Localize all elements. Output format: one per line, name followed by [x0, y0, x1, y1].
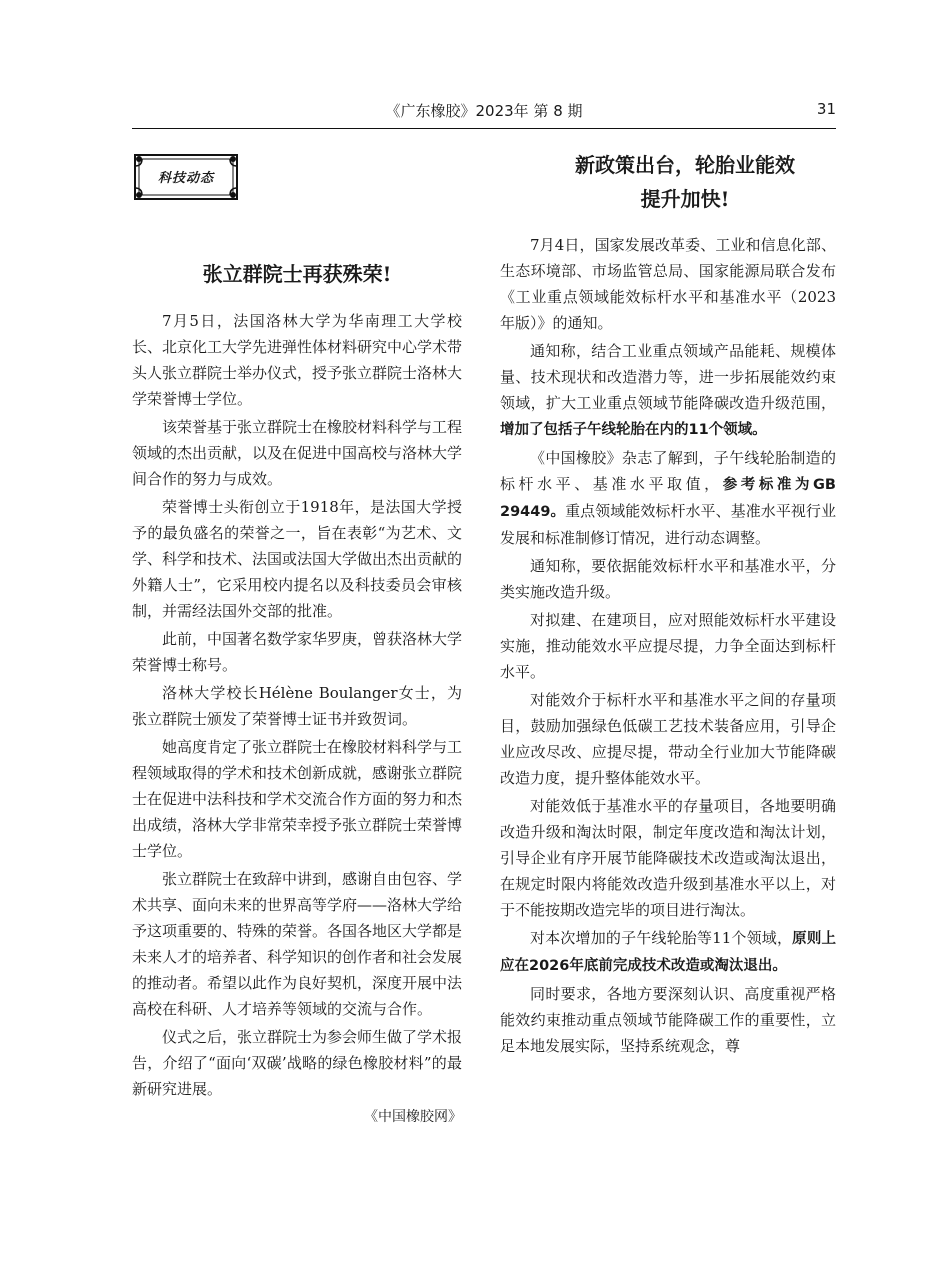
page-number: 31 — [816, 100, 836, 118]
article1-paragraph: 荣誉博士头衔创立于1918年，是法国大学授予的最负盛名的荣誉之一，旨在表彰“为艺术、文学、科学和技术、法国或法国大学做出杰出贡献的外籍人士”，它采用校内提名以及科技委员会审核制，并需经法国外交部的批准。 — [132, 498, 463, 620]
article2-paragraph — [500, 338, 836, 443]
article2-paragraph: 同时要求，各地方要深刻认识、高度重视严格能效约束推动重点领域节能降碳工作的重要性，立足本地发展实际，坚持系统观念，尊 — [500, 985, 836, 1055]
article2-highlight: 增加了包括子午线轮胎在内的11个领域。 — [500, 422, 767, 438]
article2-highlight: 参考标准为GB 29449。 — [500, 477, 836, 520]
article1-source: 《中国橡胶网》 — [364, 1109, 462, 1125]
article2-text: 通知称，结合工业重点领域产品能耗、规模体量、技术现状和改造潜力等，进一步拓展能效约束领域，扩大工业重点领域节能降碳改造升级范围， — [500, 342, 836, 412]
article2-text: 《中国橡胶》杂志了解到，子午线轮胎制造的标杆水平、基准水平取值， — [500, 449, 836, 493]
article1-paragraph: 该荣誉基于张立群院士在橡胶材料科学与工程领域的杰出贡献，以及在促进中国高校与洛林大学间合作的努力与成效。 — [132, 418, 463, 488]
article1-paragraph: 她高度肯定了张立群院士在橡胶材料科学与工程领域取得的学术和技术创新成就，感谢张立群院士在促进中法科技和学术交流合作方面的努力和杰出成绩，洛林大学非常荣幸授予张立群院士荣誉博士学位。 — [132, 738, 463, 860]
page-header — [132, 96, 836, 129]
article2-paragraph: 对能效低于基准水平的存量项目，各地要明确改造升级和淘汰时限，制定年度改造和淘汰计划，引导企业有序开展节能降碳技术改造或淘汰退出，在规定时限内将能效改造升级到基准水平以上，对于不能按期改造完毕的项目进行淘汰。 — [500, 797, 836, 919]
article1-paragraph: 7月5日，法国洛林大学为华南理工大学校长、北京化工大学先进弹性体材料研究中心学术带头人张立群院士举办仪式，授予张立群院士洛林大学荣誉博士学位。 — [132, 312, 463, 408]
article1-paragraph: 洛林大学校长Hélène Boulanger女士，为张立群院士颁发了荣誉博士证书并致贺词。 — [132, 684, 462, 728]
section-badge — [134, 154, 238, 200]
article2-text: 重点领域能效标杆水平、基准水平视行业发展和标准制修订情况，进行动态调整。 — [500, 502, 836, 547]
section-badge-label: 科技动态 — [157, 171, 214, 186]
article1-paragraph: 张立群院士在致辞中讲到，感谢自由包容、学术共享、面向未来的世界高等学府——洛林大学给予这项重要的、特殊的荣誉。各国各地区大学都是未来人才的培养者、科学知识的创作者和社会发展的推动者。希望以此作为良好契机，深度开展中法高校在科研、人才培养等领域的交流与合作。 — [132, 870, 463, 1018]
article2-paragraph — [500, 445, 836, 551]
article1-paragraph: 此前，中国著名数学家华罗庚，曾获洛林大学荣誉博士称号。 — [132, 630, 463, 674]
article2-body — [500, 232, 836, 1061]
article2-highlight: 原则上应在2026年底前完成技术改造或淘汰退出。 — [500, 931, 836, 974]
article1-body — [132, 308, 462, 1132]
journal-issue: 《广东橡胶》2023年 第 8 期 — [385, 102, 583, 120]
article2-paragraph — [500, 925, 836, 979]
article2-paragraph: 对能效介于标杆水平和基准水平之间的存量项目，鼓励加强绿色低碳工艺技术装备应用，引导企业应改尽改、应提尽提，带动全行业加大节能降碳改造力度，提升整体能效水平。 — [500, 691, 836, 787]
article2-title-line2: 提升加快! — [640, 187, 730, 211]
article1-title: 张立群院士再获殊荣! — [202, 262, 392, 286]
article2-title-line1: 新政策出台，轮胎业能效 — [575, 153, 795, 177]
article2-paragraph: 7月4日，国家发展改革委、工业和信息化部、生态环境部、市场监管总局、国家能源局联合发布《工业重点领域能效标杆水平和基准水平（2023年版）》的通知。 — [500, 236, 836, 332]
article2-text: 对本次增加的子午线轮胎等11个领域， — [530, 929, 793, 947]
article2-paragraph: 对拟建、在建项目，应对照能效标杆水平建设实施，推动能效水平应提尽提，力争全面达到标杆水平。 — [500, 611, 836, 681]
article2-title — [500, 148, 870, 216]
article1-paragraph: 仪式之后，张立群院士为参会师生做了学术报告，介绍了“面向‘双碳’战略的绿色橡胶材料”的最新研究进展。 — [132, 1028, 463, 1098]
article2-paragraph: 通知称，要依据能效标杆水平和基准水平，分类实施改造升级。 — [500, 557, 836, 601]
